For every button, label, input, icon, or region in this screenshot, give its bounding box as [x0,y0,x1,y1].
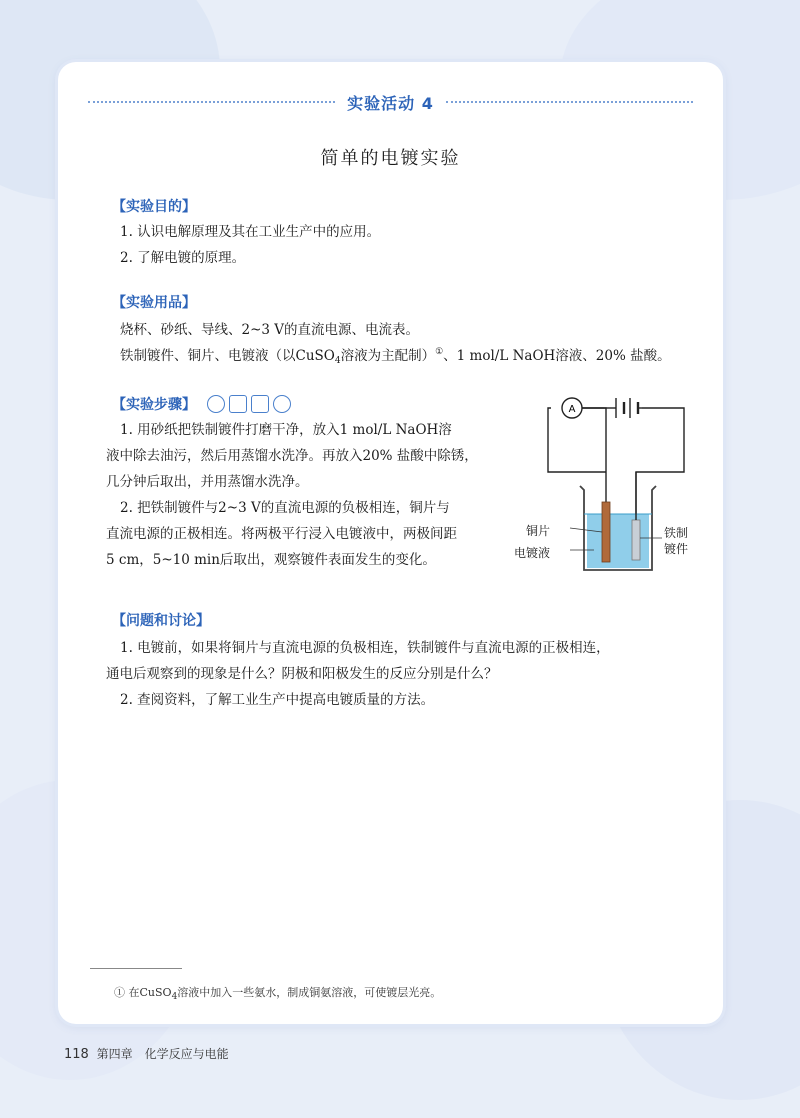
materials-line [120,344,671,366]
step-line: 液中除去油污，然后用蒸馏水洗净。再放入20% 盐酸中除锈， [106,448,478,464]
page-title: 简单的电镀实验 [320,148,461,169]
content-card [58,62,723,1024]
purpose-item: 1. 认识电解原理及其在工业生产中的应用。 [120,224,381,240]
footnote-text: 溶液中加入一些氨水，制成铜氨溶液，可使镀层光亮。 [177,986,442,999]
corrosive-icon [251,395,269,413]
purpose-item: 2. 了解电镀的原理。 [120,250,246,266]
discussion-line: 1. 电镀前，如果将铜片与直流电源的负极相连，铁制镀件与直流电源的正极相连， [120,640,610,656]
electroplating-diagram [514,392,694,578]
step-line: 直流电源的正极相连。将两极平行浸入电镀液中，两极间距 [106,526,457,542]
purpose-heading: 【实验目的】 [112,199,196,215]
iron-label-line1: 铁制 [664,526,689,540]
step-line: 1. 用砂纸把铁制镀件打磨干净，放入1 mol/L NaOH溶 [120,422,452,438]
wash-hands-icon [273,395,291,413]
page-footer [64,1045,229,1062]
ammeter-label: A [568,404,576,415]
iron-label-line2: 镀件 [664,542,689,556]
wire-to-copper [548,408,606,472]
discussion-line: 通电后观察到的现象是什么？阴极和阳极发生的反应分别是什么？ [106,666,498,682]
materials-line: 烧杯、砂纸、导线、2~3 V的直流电源、电流表。 [120,322,420,338]
activity-banner [88,90,693,114]
footnote-marker: ① [435,347,444,357]
copper-label: 铜片 [526,524,551,538]
copper-plate [602,502,610,562]
footnote-text: ① 在CuSO [114,986,172,999]
discussion-line: 2. 查阅资料，了解工业生产中提高电镀质量的方法。 [120,692,435,708]
iron-object [632,520,640,560]
materials-text: 铁制镀件、铜片、电镀液（以CuSO [120,348,335,364]
materials-text: 、1 mol/L NaOH溶液、20% 盐酸。 [443,348,671,364]
materials-text: 溶液为主配制） [340,348,436,364]
safety-icons [207,395,291,413]
materials-heading: 【实验用品】 [112,295,196,311]
subscript: 4 [171,992,178,1002]
steps-heading-label: 【实验步骤】 [112,397,196,413]
hazard-icon [229,395,247,413]
activity-title: 实验活动 4 [347,93,434,113]
discussion-heading: 【问题和讨论】 [112,613,210,629]
subscript: 4 [334,356,341,366]
page-number: 118 [64,1047,89,1062]
chapter-title: 第四章 化学反应与电能 [96,1047,229,1061]
steps-heading [112,394,291,414]
banner-divider [88,101,335,103]
step-line: 2. 把铁制镀件与2~3 V的直流电源的负极相连，铜片与 [120,500,450,516]
step-line: 5 cm，5~10 min后取出，观察镀件表面发生的变化。 [106,552,436,568]
goggles-icon [207,395,225,413]
banner-divider [446,101,693,103]
solution-label: 电镀液 [514,546,551,560]
footnote [114,984,441,1002]
step-line: 几分钟后取出，并用蒸馏水洗净。 [106,474,309,490]
footnote-divider [90,968,182,969]
